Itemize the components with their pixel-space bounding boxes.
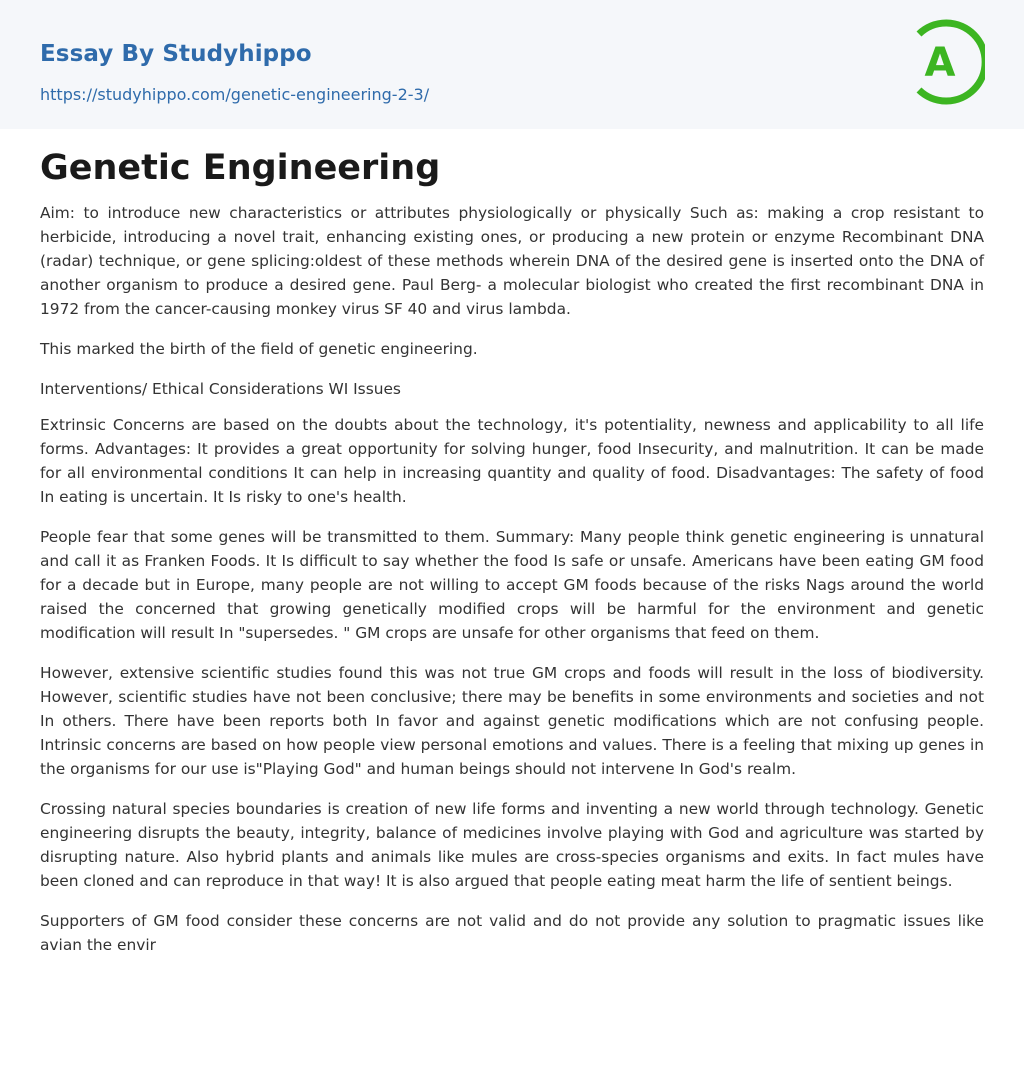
essay-paragraph: Extrinsic Concerns are based on the doubts about the technology, it's potentiality, newness and applicability to all life forms. Advantages: It provides a great opportunity for solving hunger, food Insecurity, and malnutrition. It can be made for all environmental conditions It can help in increasing quantity and quality of food. Disadvantages: The safety of food In eating is uncertain. It Is risky to one's health. xyxy=(40,416,984,506)
essay-paragraph: However, extensive scientific studies found this was not true GM crops and foods will result in the loss of biodiversity. However, scientific studies have not been conclusive; there may be benefits in some environments and societies and not In others. There have been reports both In favor and against genetic modifications which are not confusing people. Intrinsic concerns are based on how people view personal emotions and values. There is a feeling that mixing up genes in the organisms for our use is"Playing God" and human beings should not intervene In God's realm. xyxy=(40,664,984,778)
essay-subheading: Interventions/ Ethical Considerations WI Issues xyxy=(40,380,401,398)
essay-paragraph: This marked the birth of the field of genetic engineering. xyxy=(40,340,478,358)
essay-paragraph: Aim: to introduce new characteristics or attributes physiologically or physically Such as: making a crop resistant to herbicide, introducing a novel trait, enhancing existing ones, or producing a new protein or enzyme Recombinant DNA (radar) technique, or gene splicing:oldest of these methods wherein DNA of the desired gene is inserted onto the DNA of another organism to produce a desired gene. Paul Berg- a molecular biologist who created the first recombinant DNA in 1972 from the cancer-causing monkey virus SF 40 and virus lambda. xyxy=(40,204,984,318)
essay-paragraph: People fear that some genes will be transmitted to them. Summary: Many people think genetic engineering is unnatural and call it as Franken Foods. It Is difficult to say whether the food Is safe or unsafe. Americans have been eating GM food for a decade but in Europe, many people are not willing to accept GM foods because of the risks Nags around the world raised the concerned that growing genetically modified crops will be harmful for the environment and genetic modification will result In "supersedes. " GM crops are unsafe for other organisms that feed on them. xyxy=(40,528,984,642)
essay-url-link[interactable]: https://studyhippo.com/genetic-engineering-2-3/ xyxy=(40,85,430,104)
site-header xyxy=(0,0,1024,129)
essay-content xyxy=(40,143,984,973)
logo-letter: A xyxy=(924,40,956,86)
essay-brand: Essay By Studyhippo xyxy=(40,41,312,67)
studyhippo-logo-icon[interactable] xyxy=(913,19,985,105)
essay-paragraph: Supporters of GM food consider these concerns are not valid and do not provide any solution to pragmatic issues like avian the envir xyxy=(40,912,984,954)
essay-paragraph: Crossing natural species boundaries is creation of new life forms and inventing a new world through technology. Genetic engineering disrupts the beauty, integrity, balance of medicines involve playing with God and agriculture was started by disrupting nature. Also hybrid plants and animals like mules are cross-species organisms and exits. In fact mules have been cloned and can reproduce in that way! It is also argued that people eating meat harm the life of sentient beings. xyxy=(40,800,984,890)
essay-title: Genetic Engineering xyxy=(40,148,441,188)
